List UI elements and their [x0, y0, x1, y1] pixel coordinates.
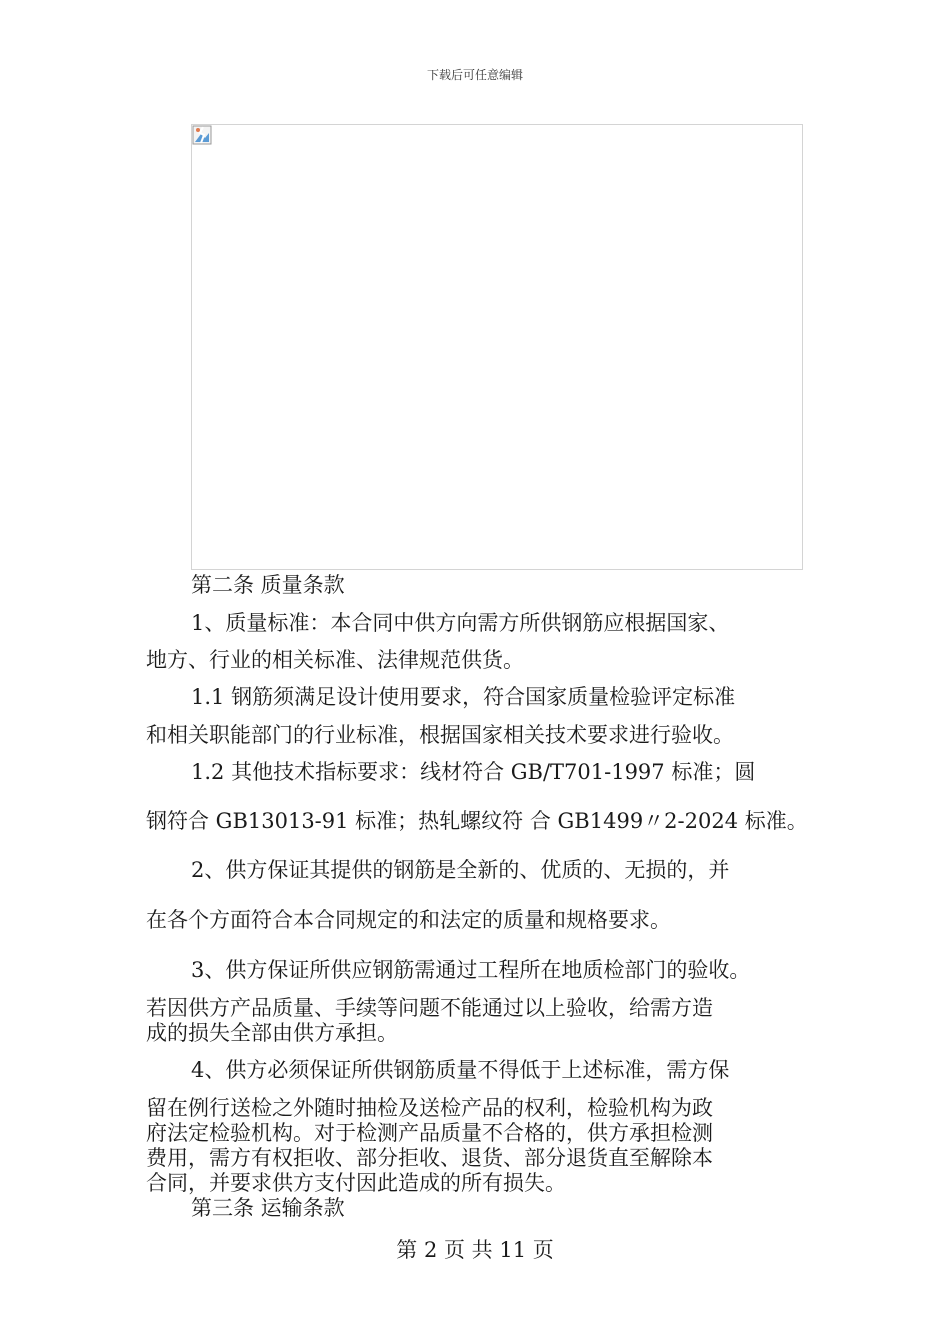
paragraph-line: 在各个方面符合本合同规定的和法定的质量和规格要求。: [146, 908, 671, 932]
section-title: 第二条 质量条款: [191, 573, 345, 597]
paragraph-line: 留在例行送检之外随时抽检及送检产品的权利，检验机构为政: [146, 1096, 713, 1120]
paragraph-line: 地方、行业的相关标准、法律规范供货。: [146, 648, 524, 672]
paragraph-line: 费用，需方有权拒收、部分拒收、退货、部分退货直至解除本: [146, 1146, 713, 1170]
paragraph-line: 府法定检验机构。对于检测产品质量不合格的，供方承担检测: [146, 1121, 713, 1145]
paragraph-line: 2、供方保证其提供的钢筋是全新的、优质的、无损的，并: [191, 858, 730, 882]
paragraph-line: 4、供方必须保证所供钢筋质量不得低于上述标准，需方保: [191, 1058, 730, 1082]
paragraph-line: 1、质量标准：本合同中供方向需方所供钢筋应根据国家、: [191, 611, 730, 635]
paragraph-line: 若因供方产品质量、手续等问题不能通过以上验收，给需方造: [146, 996, 713, 1020]
paragraph-line: 1.2 其他技术指标要求：线材符合 GB/T701-1997 标准；圆: [191, 760, 756, 784]
image-placeholder: [191, 124, 803, 570]
paragraph-line: 钢符合 GB13013-91 标准；热轧螺纹符 合 GB1499〃2-2024 标准。: [146, 809, 808, 833]
paragraph-line: 1.1 钢筋须满足设计使用要求，符合国家质量检验评定标准: [191, 685, 736, 709]
broken-image-icon: [192, 125, 212, 145]
paragraph-line: 和相关职能部门的行业标准，根据国家相关技术要求进行验收。: [146, 723, 734, 747]
paragraph-line: 合同，并要求供方支付因此造成的所有损失。: [146, 1171, 566, 1195]
page-header: 下载后可任意编辑: [426, 68, 523, 82]
paragraph-line: 3、供方保证所供应钢筋需通过工程所在地质检部门的验收。: [191, 958, 751, 982]
paragraph-line: 成的损失全部由供方承担。: [146, 1021, 398, 1045]
page-footer: 第 2 页 共 11 页: [396, 1238, 554, 1262]
section-title: 第三条 运输条款: [191, 1196, 345, 1220]
